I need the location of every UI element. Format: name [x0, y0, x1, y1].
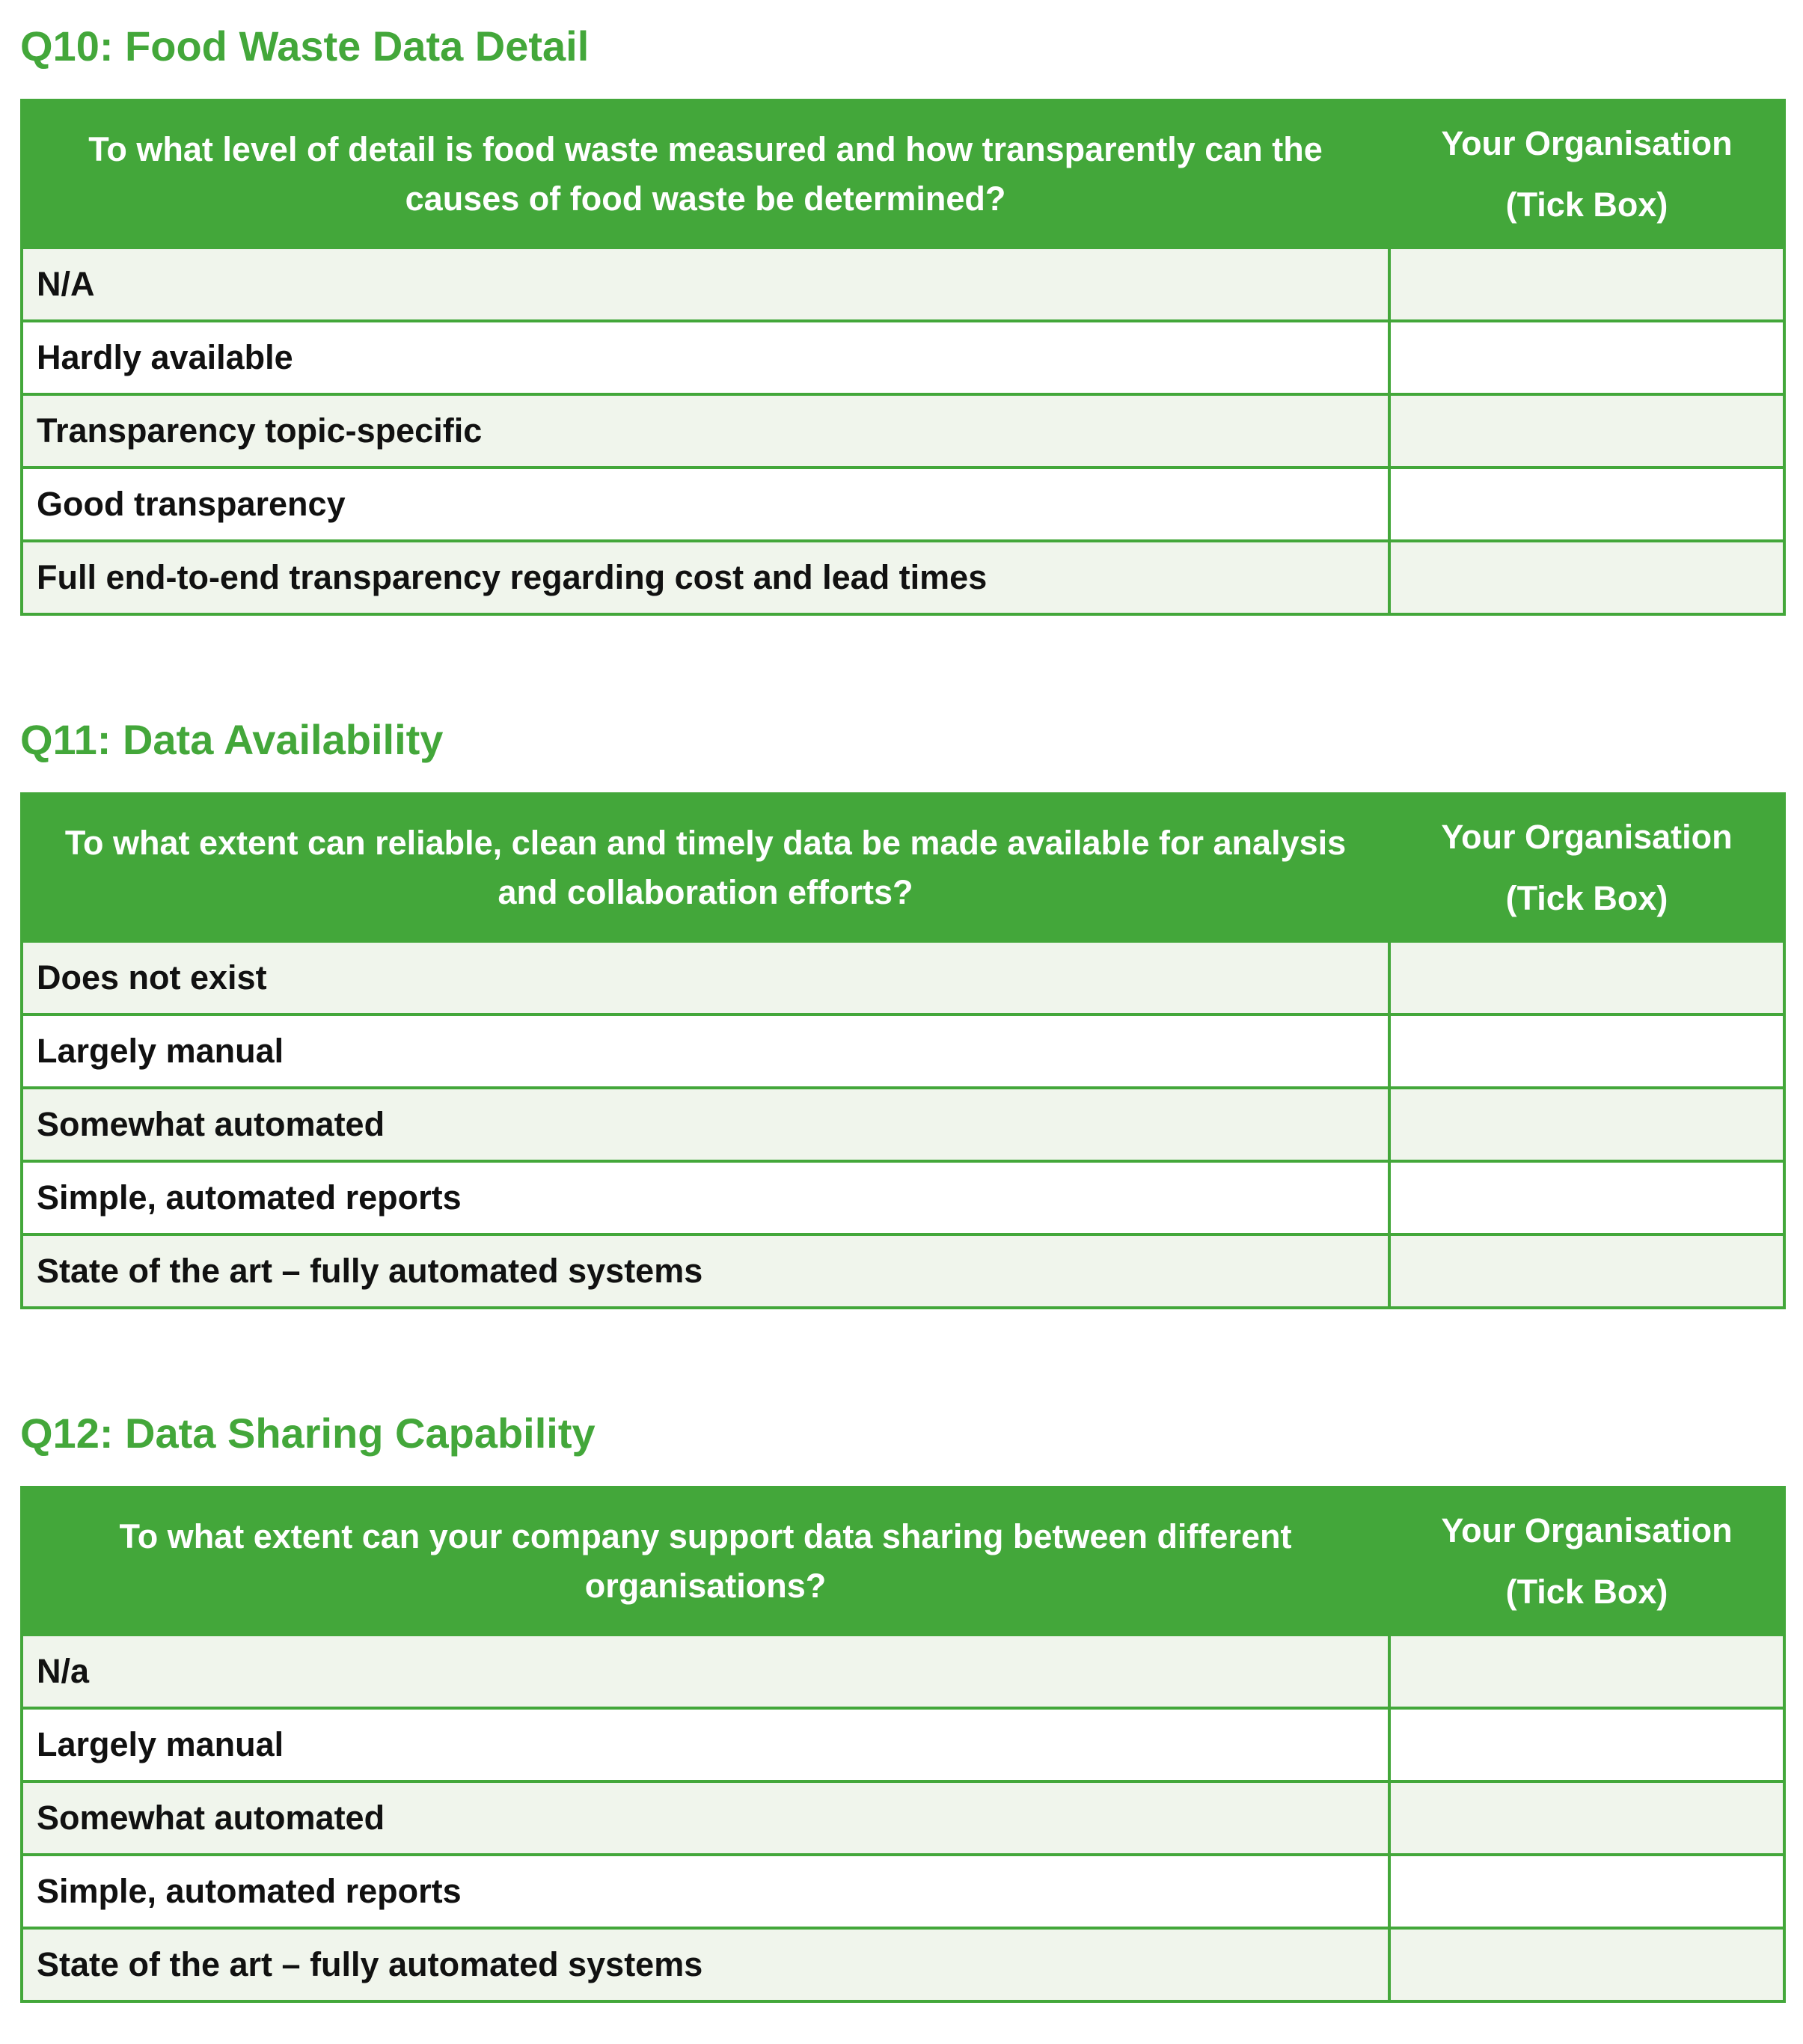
option-row: [22, 248, 1784, 321]
option-label: Largely manual: [22, 1015, 1389, 1088]
option-row: [22, 1855, 1784, 1928]
tick-header-line1: Your Organisation: [1441, 1511, 1733, 1549]
table-header-row: [22, 1487, 1784, 1635]
option-row: [22, 1708, 1784, 1781]
table-header-row: [22, 794, 1784, 941]
tick-box-cell[interactable]: [1389, 468, 1784, 541]
tick-header-line1: Your Organisation: [1441, 123, 1733, 162]
tick-box-cell[interactable]: [1389, 248, 1784, 321]
option-row: [22, 1088, 1784, 1161]
question-text: To what extent can your company support data sharing between different organisations?: [22, 1487, 1389, 1635]
tick-box-cell[interactable]: [1389, 394, 1784, 468]
section-title: Q10: Food Waste Data Detail: [20, 22, 590, 70]
section-title: Q11: Data Availability: [20, 716, 444, 763]
tick-column-header: [1389, 1487, 1784, 1635]
question-text: To what level of detail is food waste measured and how transparently can the causes of food waste be determined?: [22, 100, 1389, 248]
tick-header-line2: (Tick Box): [1505, 185, 1668, 224]
option-label: Somewhat automated: [22, 1781, 1389, 1855]
option-row: [22, 394, 1784, 468]
tick-box-cell[interactable]: [1389, 1781, 1784, 1855]
tick-box-cell[interactable]: [1389, 541, 1784, 614]
option-row: [22, 1234, 1784, 1308]
option-row: [22, 541, 1784, 614]
tick-box-cell[interactable]: [1389, 1088, 1784, 1161]
option-row: [22, 1928, 1784, 2001]
option-label: Transparency topic-specific: [22, 394, 1389, 468]
option-label: Good transparency: [22, 468, 1389, 541]
section-title: Q12: Data Sharing Capability: [20, 1410, 596, 1457]
tick-box-cell[interactable]: [1389, 941, 1784, 1015]
question-table: [20, 99, 1786, 616]
option-row: [22, 1635, 1784, 1708]
tick-header-line2: (Tick Box): [1505, 878, 1668, 917]
tick-box-cell[interactable]: [1389, 1161, 1784, 1234]
tick-box-cell[interactable]: [1389, 1855, 1784, 1928]
option-label: State of the art – fully automated systems: [22, 1234, 1389, 1308]
option-label: State of the art – fully automated systems: [22, 1928, 1389, 2001]
option-label: Does not exist: [22, 941, 1389, 1015]
option-label: Simple, automated reports: [22, 1161, 1389, 1234]
tick-box-cell[interactable]: [1389, 1234, 1784, 1308]
table-header-row: [22, 100, 1784, 248]
tick-box-cell[interactable]: [1389, 1635, 1784, 1708]
option-row: [22, 321, 1784, 394]
tick-box-cell[interactable]: [1389, 1928, 1784, 2001]
option-label: Full end-to-end transparency regarding cost and lead times: [22, 541, 1389, 614]
option-label: Largely manual: [22, 1708, 1389, 1781]
option-label: N/a: [22, 1635, 1389, 1708]
tick-box-cell[interactable]: [1389, 1015, 1784, 1088]
option-row: [22, 468, 1784, 541]
option-row: [22, 1015, 1784, 1088]
option-row: [22, 1161, 1784, 1234]
option-label: Simple, automated reports: [22, 1855, 1389, 1928]
tick-header-line1: Your Organisation: [1441, 817, 1733, 856]
option-label: N/A: [22, 248, 1389, 321]
tick-column-header: [1389, 794, 1784, 941]
option-row: [22, 941, 1784, 1015]
option-label: Somewhat automated: [22, 1088, 1389, 1161]
question-table: [20, 792, 1786, 1309]
tick-box-cell[interactable]: [1389, 321, 1784, 394]
tick-box-cell[interactable]: [1389, 1708, 1784, 1781]
option-row: [22, 1781, 1784, 1855]
question-table: [20, 1486, 1786, 2003]
tick-header-line2: (Tick Box): [1505, 1572, 1668, 1611]
option-label: Hardly available: [22, 321, 1389, 394]
question-text: To what extent can reliable, clean and timely data be made available for analysis and collaboration efforts?: [22, 794, 1389, 941]
tick-column-header: [1389, 100, 1784, 248]
